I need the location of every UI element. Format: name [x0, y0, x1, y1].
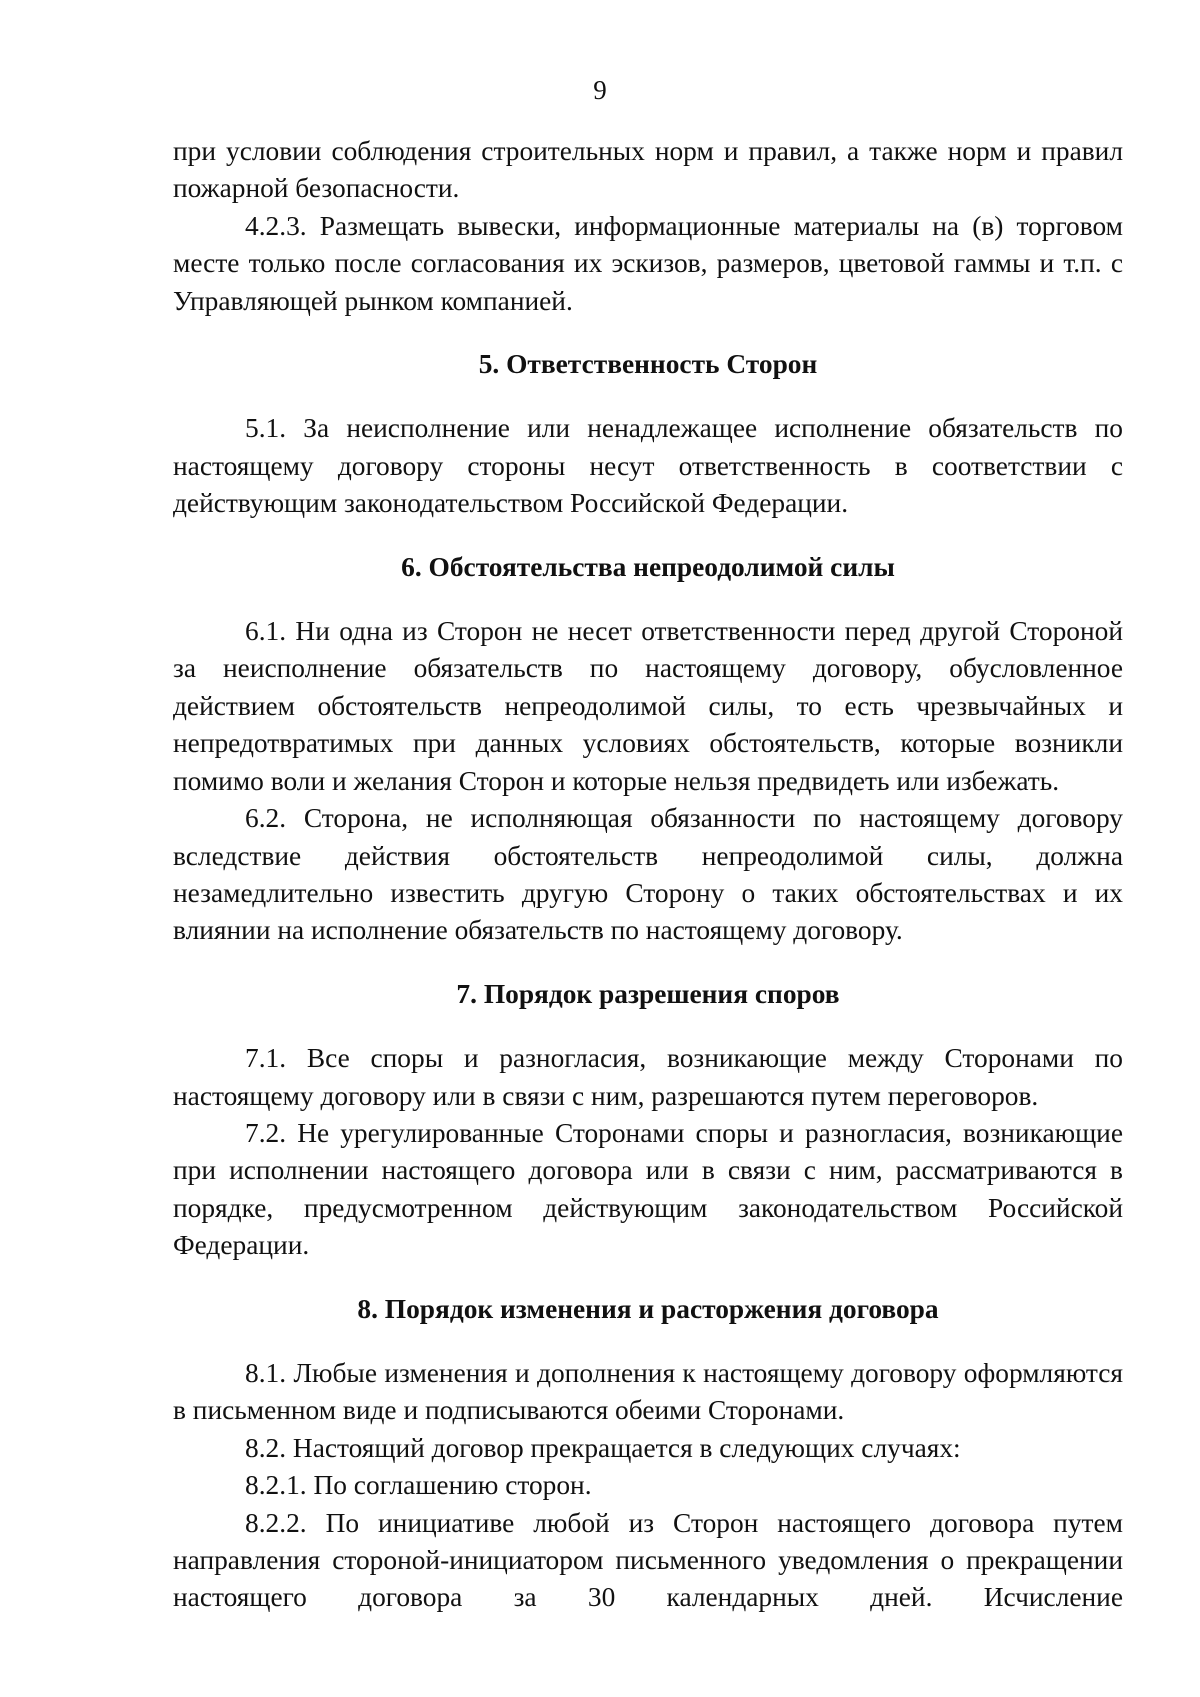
section-title-5: 5. Ответственность Сторон [478, 349, 818, 380]
paragraph-continuation: при условии соблюдения строительных норм и правил, а также норм и правил пожарной безопасности. [173, 136, 1123, 204]
paragraph-8-2-1: 8.2.1. По соглашению сторон. [245, 1470, 592, 1501]
paragraph-8-2: 8.2. Настоящий договор прекращается в следующих случаях: [245, 1432, 961, 1463]
paragraph-5-1: 5.1. За неисполнение или ненадлежащее исполнение обязательств по настоящему договору стороны несут ответственность в соответствии с действующим законодательством Российской Федерации. [173, 413, 1123, 519]
paragraph-6-1: 6.1. Ни одна из Сторон не несет ответственности перед другой Стороной за неисполнение обязательств по настоящему договору, обусловленное действием обстоятельств непреодолимой силы, то есть чрезвычайных и непредотвратимых при данных условиях обстоятельств, которые возникли помимо воли и желания Сторон и которые нельзя предвидеть или избежать. [173, 616, 1123, 796]
paragraph-8-1: 8.1. Любые изменения и дополнения к настоящему договору оформляются в письменном виде и подписываются обеими Сторонами. [173, 1357, 1123, 1426]
paragraph-6-2: 6.2. Сторона, не исполняющая обязанности по настоящему договору вследствие действия обстоятельств непреодолимой силы, должна незамедлительно известить другую Сторону о таких обстоятельствах и их влиянии на исполнение обязательств по настоящему договору. [173, 803, 1123, 946]
paragraph-4-2-3: 4.2.3. Размещать вывески, информационные материалы на (в) торговом месте только после согласования их эскизов, размеров, цветовой гаммы и т.п. с Управляющей рынком компанией. [173, 210, 1123, 316]
page-number: 9 [593, 75, 607, 105]
paragraph-7-2: 7.2. Не урегулированные Сторонами споры и разногласия, возникающие при исполнении настоящего договора или в связи с ним, рассматриваются в порядке, предусмотренном действующим законодательством Российской Федерации. [173, 1117, 1123, 1261]
section-title-6: 6. Обстоятельства непреодолимой силы [401, 551, 895, 582]
paragraph-8-2-2: 8.2.2. По инициативе любой из Сторон настоящего договора путем направления стороной-инициатором письменного уведомления о прекращении настоящего договора за 30 календарных дней. Исчисление [173, 1507, 1123, 1613]
section-title-8: 8. Порядок изменения и расторжения договора [357, 1293, 939, 1324]
paragraph-7-1: 7.1. Все споры и разногласия, возникающие между Сторонами по настоящему договору или в связи с ним, разрешаются путем переговоров. [173, 1043, 1123, 1111]
section-title-7: 7. Порядок разрешения споров [456, 978, 840, 1009]
document-body [173, 133, 1123, 1617]
